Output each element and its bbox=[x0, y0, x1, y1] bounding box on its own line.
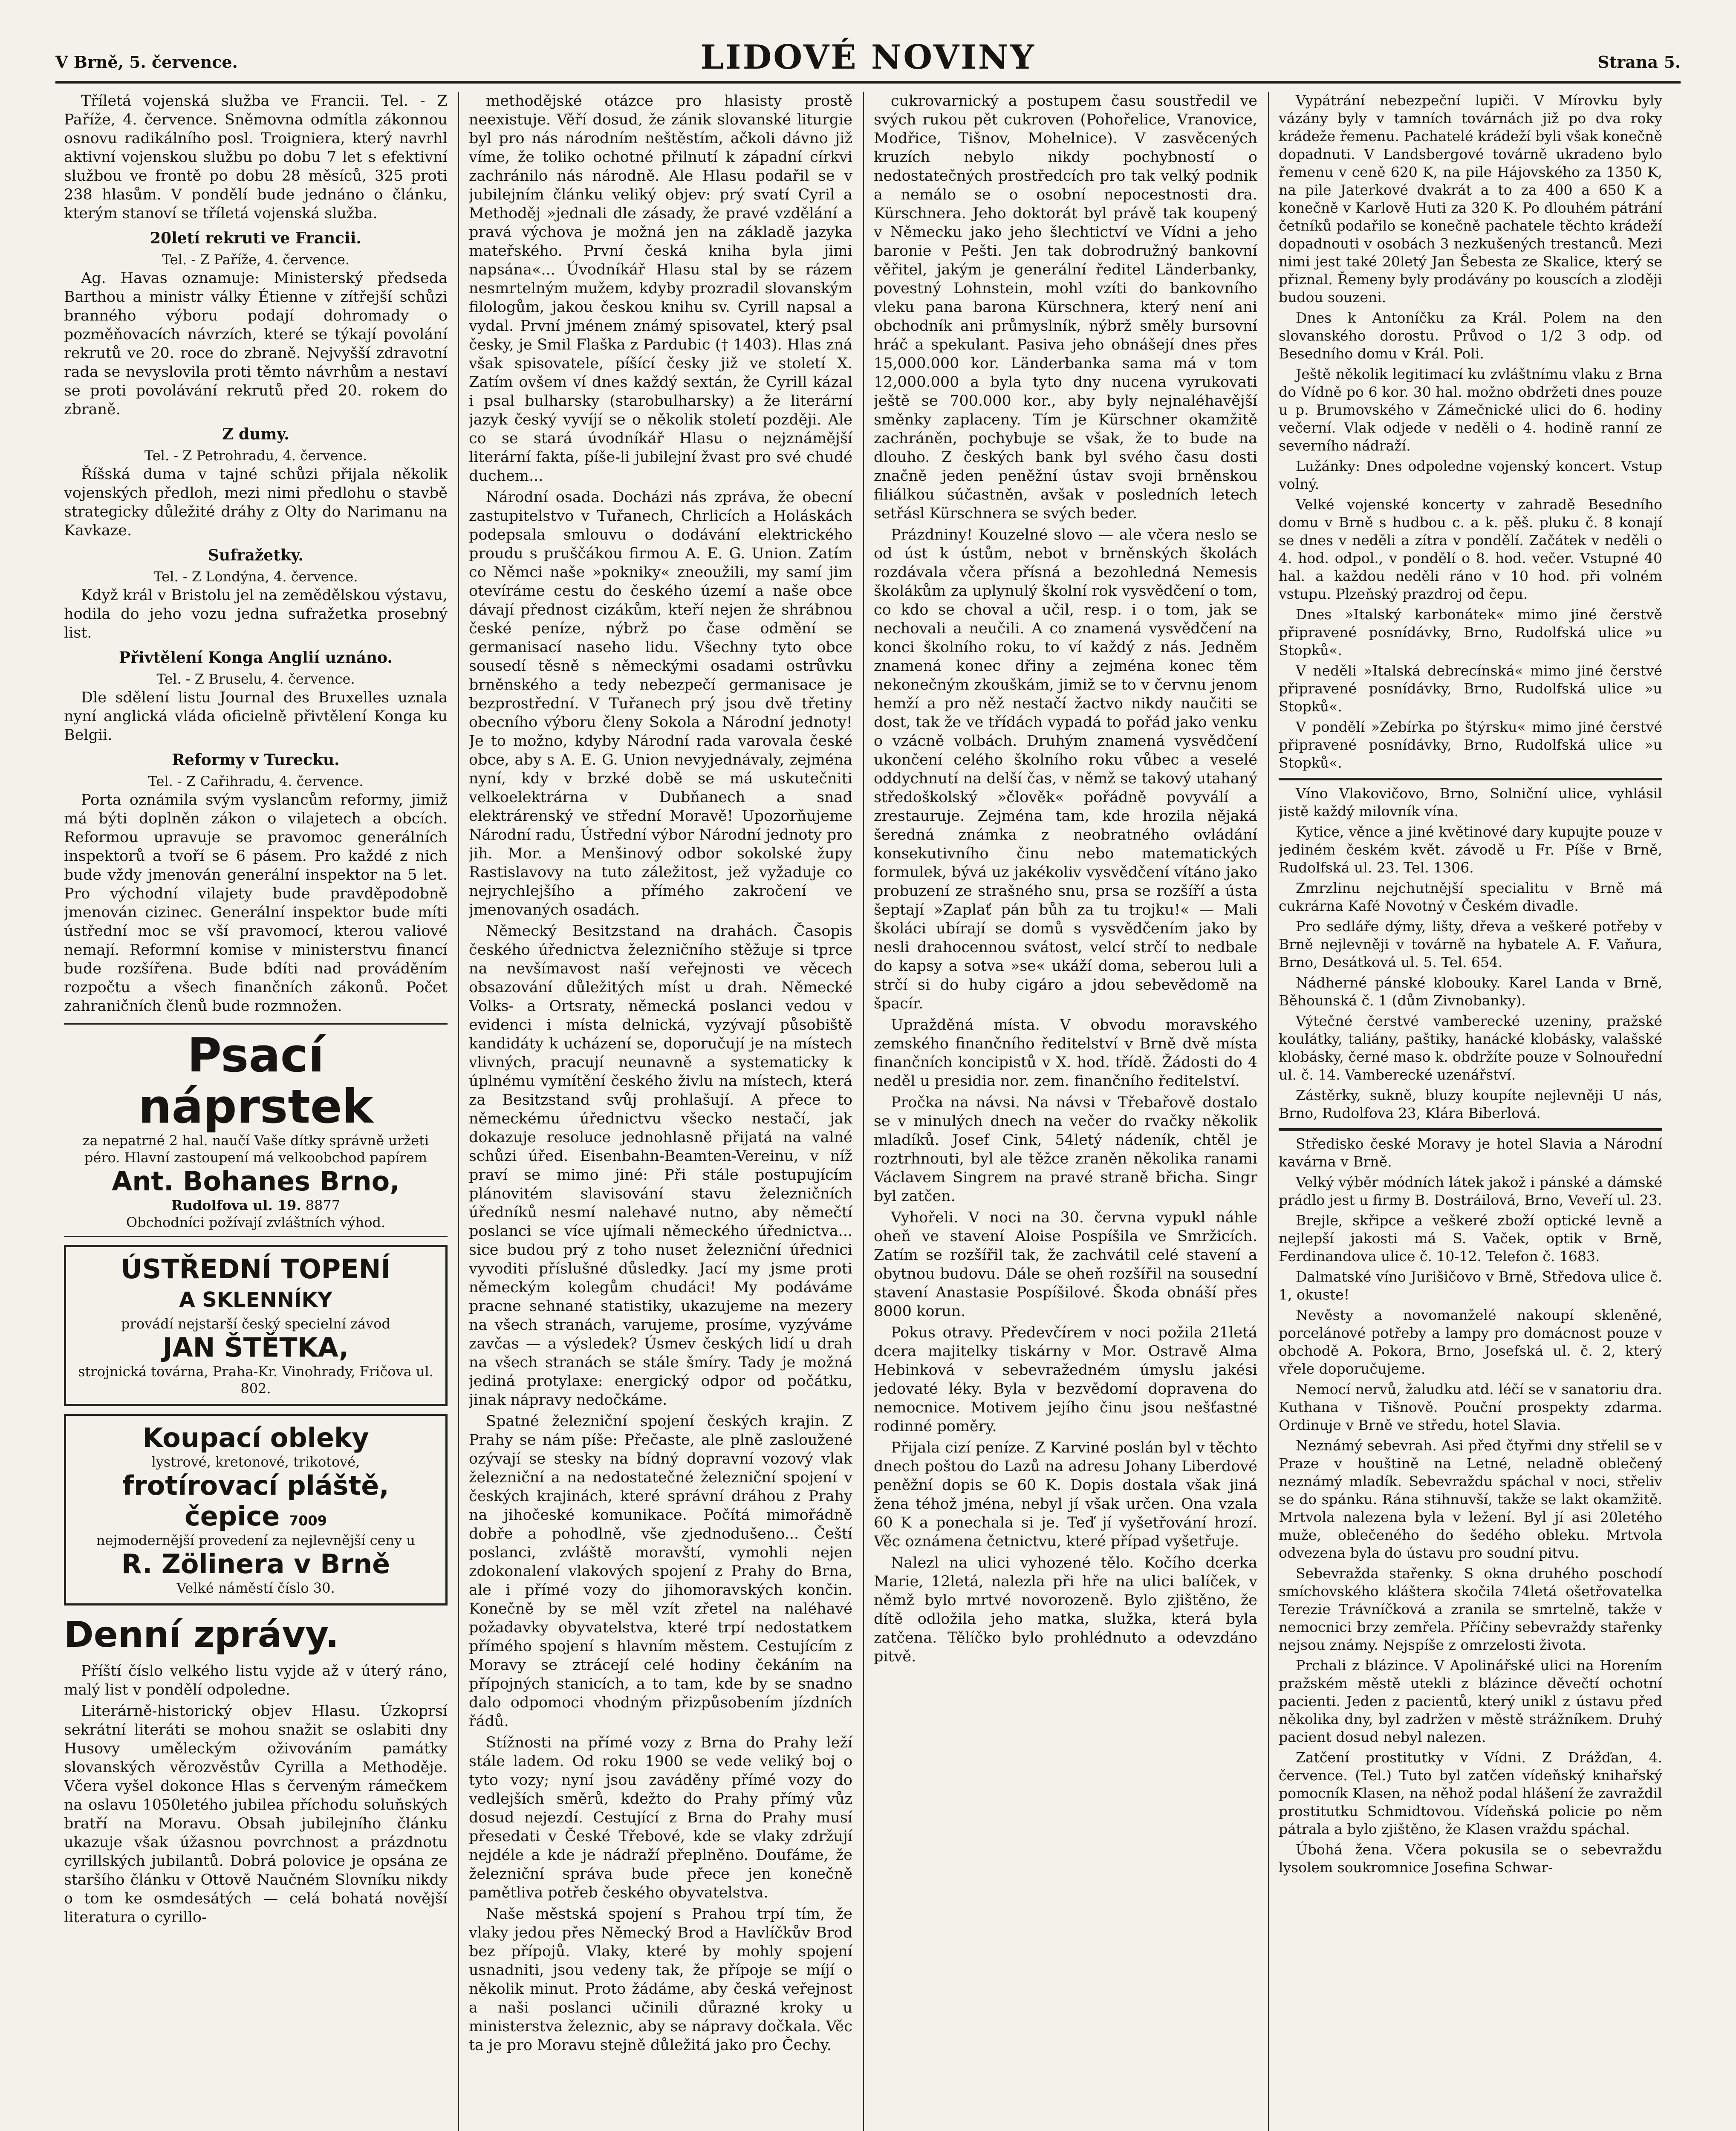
classified-ad: Nevěsty a novomanželé nakoupí skleněné, porcelánové potřeby a lampy pro domácnost pouze v obchodě A. Pokora, Brno, Josefská ul. č. 2, který vřele doporučujeme. bbox=[1279, 1307, 1662, 1377]
classified-ad: Středisko české Moravy je hotel Slavia a Národní kavárna v Brně. bbox=[1279, 1135, 1662, 1170]
column-rule bbox=[863, 92, 864, 2131]
article-paragraph: methodějské otázce pro hlasisty prostě neexistuje. Věří dosud, že zánik slovanské liturgie byl pro nás národním neštěstím, ačkoli dávno již víme, že toliko ochotné přilnutí k západní církvi zachránilo nás národně. Ale Hlasu podařil se v jubilejním článku veliký objev: prý svatí Cyril a Methoděj »jednali dle zásady, že pravé vzdělání a pravá výchova je možná jen na základě jazyka mateřského. První česká kniha byla jimi napsána«... Úvodníkář Hlasu stal by se rázem nesmrtelným mužem, kdyby prozradil slovanským filologům, jakou českou knihu sv. Cyrill napsal a vydal. První jménem známý spisovatel, který psal česky, je Smil Flaška z Pardubic († 1403). Hlas zná však spisovatele, píšící česky již ve století X. Zatím ovšem ví dnes každý sextán, že Cyrill kázal i psal bulharsky (starobulharsky) a že literární jazyk český vyvíjí se o několik století později. Ale co se stará úvodníkář Hlasu o nejznámější literární fakta, píše-li jubilejní žvast pro své chudé duchem... bbox=[469, 92, 852, 485]
article-paragraph: cukrovarnický a postupem času soustředil ve svých rukou pět cukroven (Pohořelice, Vranovice, Modřice, Tišnov, Mohelnice). V zasvěcených kruzích nebylo nikdy pochybností o nedostatečných prostředcích pro tak velký podnik a nemálo se o osobní nepocestnosti dra. Kürschnera. Jeho doktorát byl právě tak koupený v Německu jako jeho šlechtictví ve Vídni a jeho baronie v Pešti. Jen tak dobrodružný bankovní věřitel, jakým je generální ředitel Länderbanky, povestný Lohnstein, mohl vzíti do bankovního vleku pana barona Kürschnera, který není ani obchodník ani průmyslník, nýbrž směly bursovní hráč a spekulant. Pasiva jeho obnášejí dnes přes 15,000.000 kor. Länderbanka sama má v tom 12,000.000 a byla tyto dny nucena vyrukovati ještě se 700.000 kor., aby byly nejnaléhavější směnky zaplaceny. Tím je Kürschner okamžitě zachráněn, pochybuje se však, že to bude na dlouho. Z českých bank byl svého času dosti značně jeden peněžní ústav svoji brněnskou filiálkou súčastněn, avšak v posledních letech setřásl Kürschnera se svých beder. bbox=[874, 92, 1257, 522]
page-number: Strana 5. bbox=[1597, 52, 1681, 72]
article-paragraph: Německý Besitzstand na drahách. Časopis českého úřednictva železničního stěžuje si tprce na nevšímavost naší veřejnosti ve věcech obsazování důležitých míst u drah. Německé Volks- a Ortsraty, německá poslanci vedou v evidenci i místa delnická, vyzývají působiště kandidáty k ucházení se, doporučují je na místech vlivných, pracují neunavně a systematicky k úplnému vymítění českého živlu na místech, která za Besitzstand svůj prohlašují. A přece to německému úřednictvu všecko nestačí, jak dokazuje resoluce jednohlasně přijatá na valné schůzi úřed. Eisenbahn-Beamten-Vereinu, v níž praví se mimo jiné: Při stále postupujícím plánovitém slavisování stavu železničních úředníků nesmí nalehavé nutno, aby němečtí poslanci se více ujímali německého úřednictva... sice budou prý z toho nuset železniční úřednici vyvoditi příslušné důsledky. Jací my jsme proti německým kolegům chudáci! My podáváme pracne sehnané statistiky, ukazujeme na mezery na všech stranách, varujeme, prosíme, vyzýváme zavčas — a výsledek? Úsmev českých lidí u drah na všech stranách se stále šmíry. Tady je možná jediná protylaxe: energický odpor od počátku, jinak nápravy nedočkáme. bbox=[469, 923, 852, 1409]
article-paragraph: V pondělí »Zebírka po štýrsku« mimo jiné čerstvé připravené posnídávky, Brno, Rudolfská ulice »u Stopků«. bbox=[1279, 719, 1662, 771]
advertisement-topeni bbox=[64, 1245, 448, 1406]
ad-firm: JAN ŠTĚTKA, bbox=[162, 1332, 349, 1363]
article-paragraph: Dnes »Italský karbonátek« mimo jiné čerstvě připravené posnídávky, Brno, Rudolfská ulice »u Stopků«. bbox=[1279, 606, 1662, 658]
ad-text: za nepatrné 2 hal. naučí Vaše dítky správně uržeti péro. Hlavní zastoupení má velkoobchod papírem bbox=[82, 1132, 429, 1166]
article-paragraph: Upražděná místa. V obvodu moravského zemského finančního ředitelství v Brně dvě místa finančních koncipistů v X. hod. třídě. Žádosti do 4 neděl u presidia nor. zem. finančního ředitelství. bbox=[874, 1016, 1257, 1090]
article-paragraph: V neděli »Italská debrecínská« mimo jiné čerstvé připravené posnídávky, Brno, Rudolfská ulice »u Stopků«. bbox=[1279, 662, 1662, 715]
article-paragraph: Přijala cizí peníze. Z Karviné poslán byl v těchto dnech poštou do Lazů na adresu Johany Liberdové peněžní dopis se 60 K. Dopis dostala však jiná žena téhož jména, nebyl jí však určen. Ona vzala 60 K a ponechala si je. Teď jí vyšetřování hrozí. Věc oznámena četnictvu, které případ vyšetřuje. bbox=[874, 1439, 1257, 1550]
classified-ad: Pro sedláře dýmy, lišty, dřeva a veškeré potřeby v Brně nejlevněji v továrně na hybatele A. F. Vaňura, Brno, Desátková ul. 5. Tel. 654. bbox=[1279, 918, 1662, 970]
ad-address: Velké náměstí číslo 30. bbox=[176, 1580, 335, 1596]
section-divider bbox=[1279, 1128, 1662, 1131]
article-heading: Sufražetky. bbox=[208, 546, 304, 564]
classified-ad: Výtečné čerstvé vamberecké uzeniny, pražské koulátky, taliány, paštiky, hanácké klobásky, valašské klobásky, černé maso k. obdržíte pouze v Solnouřední ul. č. 14. Vamberecké uzenářství. bbox=[1279, 1013, 1662, 1083]
article-paragraph: Neznámý sebevrah. Asi před čtyřmi dny střelil se v Praze v houštině na Letné, neladně oblečený neznámý mladík. Sebevraždu spáchal v noci, střeliv se do spánku. Rána stihnuvší, takže se lakt okamžitě. Mrtvola nalezena byla v ležení. Byl jí asi 20letého muže, oblečeného do šedého obleku. Mrtvola odvezena byla do ústavu pro soudní pitvu. bbox=[1279, 1437, 1662, 1561]
ad-address: strojnická továrna, Praha-Kr. Vinohrady, Fričova ul. 802. bbox=[78, 1363, 433, 1397]
classified-ad: Velký výběr módních látek jakož i pánské a dámské prádlo jest u firmy B. Dostráilová, Brno, Veveří ul. 23. bbox=[1279, 1174, 1662, 1208]
column-rule bbox=[1268, 92, 1269, 2131]
classified-ad: Dalmatské víno Jurišičovo v Brně, Středova ulice č. 1, okuste! bbox=[1279, 1268, 1662, 1303]
article-paragraph: Dle sdělení listu Journal des Bruxelles uznala nyní anglická vláda oficielně přivtělení Konga ku Belgii. bbox=[64, 689, 448, 744]
article-paragraph: Vypátrání nebezpeční lupiči. V Mírovku byly vázány byly v tamních továrnách již po dva roky krádeže řemenu. Pachatelé krádeží byli však konečně dopadnuti. V Landsbergové továrně ukradeno bylo řemenu v ceně 620 K, na pile Hájovského za 1350 K, na pile Jaterkové dvakrát a to za 400 a 650 K a konečně v Karlově Huti za 320 K. Po dlouhém pátrání četníků podařilo se konečně pachatele těchto krádeží dopadnouti v osobách 3 nezkušených trestanců. Mezi nimi jest také 20letý Jan Šebesta ze Skalice, který se přiznal. Řemeny byly prodávány po kouscích a zloději budou souzeni. bbox=[1279, 92, 1662, 306]
classified-ad: Nemocí nervů, žaludku atd. léčí se v sanatoriu dra. Kuthana v Tišnově. Pouční prospekty zdarma. Ordinuje v Brně ve středu, hotel Slavia. bbox=[1279, 1381, 1662, 1433]
classified-ad: Brejle, skřipce a veškeré zboží optické levně a nejlepší jakosti má S. Vaček, optik v Brně, Ferdinandova ulice č. 10-12. Telefon č. 1683. bbox=[1279, 1212, 1662, 1265]
article-heading: Reformy v Turecku. bbox=[172, 751, 340, 769]
notice: Příští číslo velkého listu vyjde až v úterý ráno, malý list v pondělí odpoledne. bbox=[64, 1663, 448, 1698]
column-1 bbox=[64, 92, 448, 2131]
issue-date: V Brně, 5. července. bbox=[55, 52, 238, 72]
newspaper-title: LIDOVÉ NOVINY bbox=[700, 38, 1036, 77]
article-heading: Z dumy. bbox=[222, 425, 289, 443]
ad-subtitle: A SKLENNÍKY bbox=[179, 1288, 332, 1312]
article-paragraph: Zatčení prostitutky v Vídni. Z Drážďan, 4. července. (Tel.) Tuto byl zatčen vídeňský knihařský pomocník Klasen, na něhož podal hlášení že zavraždil prostitutku Schmidtovou. Vídeňská policie po něm pátrala a bylo zjištěno, že Klasen vraždu spáchal. bbox=[1279, 1749, 1662, 1837]
article-paragraph: Stížnosti na přímé vozy z Brna do Prahy leží stále ladem. Od roku 1900 se vede veliký boj o tyto vozy; nyní jsou zaváděny přímé vozy do vedlejších směrů, kdežto do Prahy přímý vůz dosud nejezdí. Cestující z Brna do Prahy musí přesedati v České Třebové, kde se vlaky zdržují nejdéle a kde je nádraží přeplněno. Doufáme, že železniční správa bude přece jen konečně pamětliva potřeb českého obyvatelstva. bbox=[469, 1734, 852, 1901]
dateline: Tel. - Z Petrohradu, 4. července. bbox=[144, 448, 367, 464]
ad-title: čepice bbox=[185, 1501, 280, 1532]
ad-address: Rudolfova ul. 19. bbox=[171, 1197, 301, 1213]
ad-firm: Ant. Bohanes Brno, bbox=[112, 1166, 400, 1197]
dateline: Tel. - Z Bruselu, 4. července. bbox=[156, 671, 355, 687]
article-paragraph: Spatné železniční spojení českých krajin. Z Prahy se nám píše: Přečaste, ale plně zasloužené ozývají se stesky na bídný dopravní vozový vlak železniční a na nedostatečné železniční spojení v českých krajinách, které správní dráhou z Prahy na jihočeské komunikace. Počítá mimořádně dobře a pohodlně, vše zjednodušeno... Čeští poslanci, zvláště moravští, vymohli nejen zdokonalení vlakových spojení z Prahy do Brna, ale i přímé vozy do jihomoravských končin. Konečně by se měl vzít zřetel na naléhavé požadavky obyvatelstva, které trpí nedostatkem přímého spojení s hlavním městem. Cestujícím z Moravy se ztrácejí celé hodiny čekáním na přípojných stanicích, a to tam, kde by se snadno dalo odpomoci vhodným přizpůsobením jízdních řádů. bbox=[469, 1413, 852, 1730]
article-heading: Přivtělení Konga Anglií uznáno. bbox=[119, 649, 393, 667]
article-paragraph: Ag. Havas oznamuje: Ministerský předseda Barthou a ministr války Étienne v zítřejší schůzi branného výboru podají dohromady o pozměňovacích návrzích, které se týkají povolání rekrutů ve 20. roce do zbraně. Nejvyšší zdravotní rada se nevyslovila proti těmto návrhům a nestaví se proti povolávání rekrutů před 20. rokem do zbraně. bbox=[64, 270, 448, 418]
section-heading: Denní zprávy. bbox=[64, 1614, 339, 1655]
article-paragraph: Velké vojenské koncerty v zahradě Besedního domu v Brně s hudbou c. a k. pěš. pluku č. 8 konají se dnes v neděli a zítra v pondělí. Začátek v neděli o 4. hod. odpol., v pondělí o 8. hod. večer. Vstupné 40 hal. a každou neděli ráno v 10 hod. při volném vstupu. Plzeňský prazdroj od čepu. bbox=[1279, 496, 1662, 602]
section-divider bbox=[1279, 778, 1662, 780]
ad-title: Koupací obleky bbox=[142, 1422, 369, 1453]
ad-text: provádí nejstarší český specielní závod bbox=[121, 1316, 390, 1332]
classified-ad: Zástěrky, sukně, bluzy koupíte nejlevněji U nás, Brno, Rudolfova 23, Klára Biberlová. bbox=[1279, 1087, 1662, 1121]
article-paragraph: Úbohá žena. Včera pokusila se o sebevraždu lysolem soukromnice Josefina Schwar- bbox=[1279, 1841, 1662, 1876]
classified-ad: Kytice, věnce a jiné květinové dary kupujte pouze v jediném českém květ. závodě u Fr. Píše v Brně, Rudolfská ul. 23. Tel. 1306. bbox=[1279, 823, 1662, 876]
article-paragraph: Prchali z blázince. V Apolinářské ulici na Horením pražském městě utekli z blázince děvečtí ochotní pacienti. Jeden z pacientů, který unikl z ústavu před několika dny, byl zadržen v městě strážníkem. Druhý pacient dosud nebyl nalezen. bbox=[1279, 1657, 1662, 1745]
article-heading: 20letí rekruti ve Francii. bbox=[150, 229, 361, 247]
article-paragraph: Nalezl na ulici vyhozené tělo. Kočího dcerka Marie, 12letá, nalezla při hře na ulici balíček, v němž bylo mrtvé novorozeně. Bylo zjištěno, že dítě odložila jeho matka, služka, která byla zatčena. Tělíčko bylo prohlédnuto a odevzdáno pitvě. bbox=[874, 1554, 1257, 1665]
article-paragraph: Lužánky: Dnes odpoledne vojenský koncert. Vstup volný. bbox=[1279, 458, 1662, 492]
article-paragraph: Vyhořeli. V noci na 30. června vypukl náhle oheň ve stavení Aloise Pospíšila ve Smržicích. Zatím se rozšířil tak, že zachvátil celé stavení a obytnou budovu. Dále se oheň rozšířil na sousední stavení Anastasie Pospíšilové. Škoda obnáší přes 8000 korun. bbox=[874, 1209, 1257, 1320]
article-paragraph: Tříletá vojenská služba ve Francii. Tel. - Z Paříže, 4. července. Sněmovna odmítla zákonnou osnovu radikálního posl. Troigniera, který navrhl aktivní vojenskou službu po dobu 7 let s efektivní službou ve frontě po dobu 28 měsíců, 325 proti 238 hlasům. V pondělí bude jednáno o článku, kterým stanoví se tříletá vojenská služba. bbox=[64, 92, 448, 222]
article-paragraph: Když král v Bristolu jel na zemědělskou výstavu, hodila do jeho vozu jedna sufražetka prosebný list. bbox=[64, 587, 448, 641]
masthead bbox=[55, 17, 1681, 84]
article-paragraph: Pročka na návsi. Na návsi v Třebařově dostalo se v minulých dnech na večer do rvačky několik mladíků. Josef Cink, 54letý nádeník, chtěl je roztrhnouti, byl ale těžce zraněn několika ranami Václavem Singrem na pravé straně břicha. Singr byl zatčen. bbox=[874, 1094, 1257, 1205]
ad-text: nejmodernější provedení za nejlevnější ceny u bbox=[96, 1532, 416, 1548]
advertisement-napstek bbox=[64, 1023, 448, 1237]
article-paragraph: Naše městská spojení s Prahou trpí tím, že vlaky jedou přes Německý Brod a Havlíčkův Brod bez přípojů. Vlaky, které by mohly spojení usnadniti, jsou vedeny tak, že přípoje se míjí o několik minut. Proto žádáme, aby česká veřejnost a naši poslanci učinili důrazné kroky u ministerstva železnic, aby se nápravy dočkala. Věc ta je pro Moravu stejně důležitá jako pro Čechy. bbox=[469, 1906, 852, 2054]
article-paragraph: Říšská duma v tajné schůzi přijala několik vojenských předloh, mezi nimi předlohu o stavbě strategicky důležité dráhy z Olty do Narimanu na Kavkaze. bbox=[64, 466, 448, 539]
article-paragraph: Dnes k Antoníčku za Král. Polem na den slovanského dorostu. Průvod o 1/2 3 odp. od Besedního domu v Král. Poli. bbox=[1279, 309, 1662, 362]
ad-note: Obchodníci požívají zvláštních výhod. bbox=[126, 1214, 386, 1230]
ad-title: frotírovací pláště, bbox=[122, 1470, 389, 1501]
ad-title: ÚSTŘEDNÍ TOPENÍ bbox=[121, 1253, 391, 1285]
dateline: Tel. - Z Londýna, 4. července. bbox=[153, 569, 358, 585]
article-paragraph: Porta oznámila svým vyslancům reformy, jimiž má býti doplněn zákon o vilajetech a obcích. Reformou upravuje se pravomoc generálních inspektorů a tvoří se 6 pásem. Pro každé z nich bude vždy jmenován generální inspektor na 5 let. Pro východní vilajety bude pravděpodobně jmenován cizinec. Generální inspektor bude míti ústřední moc se vší pravomocí, kterou valiové nemají. Reformní komise v ministerstvu financí bude rozšířena. Bude bdíti nad prováděním rozpočtu a všech finančních zákonů. Počet zahraničních členů bude rozmnožen. bbox=[64, 791, 448, 1015]
column-3 bbox=[874, 92, 1257, 2131]
article-paragraph: Literárně-historický objev Hlasu. Úzkoprsí sekrátní literáti se mohou snažit se oslabiti dny Husovy uměleckým oživováním památky slovanských věrozvěstův Cyrilla a Methoděje. Včera vyšel dokonce Hlas s červeným rámečkem na oslavu 1050letého jubilea příchodu soluňských bratří na Moravu. Obsah jubilejního článku ukazuje však úžasnou povrchnost a prázdnotu cyrillských jubilantů. Dobrá polovice je opsána ze staršího článku v Ottově Naučném Slovníku nikdy o tom ke osmdesátých — celá bohatá novější literatura o cyrillo- bbox=[64, 1703, 448, 1926]
classified-ad: Zmrzlinu nejchutnější specialitu v Brně má cukrárna Kafé Novotný v Českém divadle. bbox=[1279, 880, 1662, 914]
article-paragraph: Prázdniny! Kouzelné slovo — ale včera neslo se od úst k ústům, nebot v brněnských školách rozdávala včera přísná a bezohledná Nemesis školákům za uplynulý školní rok vysvědčení o tom, co kdo se choval a učil, resp. i o tom, jak se nechovali a neučili. A co znamená vysvědčení na konci školního roku, to ví každý z nás. Jedněm znamená konec dřiny a zejména konec těm nekonečným zkouškám, jimiž se to v červnu jenom hemží a pro něž nestačí žactvo nikdy naučiti se dost, tak že ve třídách vypadá to pořád jako venku o vzácně volbách. Druhým znamená vysvědčení ukončení celého školního roku vůbec a veselé oddychnutí na delší čas, v němž se takový utahaný středoškolský »člověk« pořádně povyválí a zrestauruje. Zejména tam, kde hrozila nějaká šeredná známka z neobratného ovládání konsekutivního činu nebo matematických formulek, bývá uz jakékoliv vysvědčení vítáno jako probuzení ze strašného snu, prsa se rozšíří a ústa šeptají »Zaplať pán bůh za tu trojku!« — Mali školáci ubírají se domů s vysvědčením jako by nesli drahocennou svátost, velcí strčí to nedbale do kapsy a sotva »se« ukáží doma, seberou luli a strčí si do huby cigáro a jdou sebevědomě na špacír. bbox=[874, 526, 1257, 1012]
dateline: Tel. - Z Paříže, 4. července. bbox=[162, 251, 350, 268]
classified-ad: Víno Vlakovičovo, Brno, Solniční ulice, vyhlásil jistě každý milovník vína. bbox=[1279, 785, 1662, 820]
classified-ad: Nádherné pánské klobouky. Karel Landa v Brně, Běhounská č. 1 (dům Zivnobanky). bbox=[1279, 974, 1662, 1009]
article-paragraph: Sebevražda stařenky. S okna druhého poschodí smíchovského kláštera skočila 74letá ošetřovatelka Terezie Trávníčková a zranila se smrtelně, takže v nemocnici brzy zemřela. Příčiny sebevraždy stařenky nejsou známy. Nejspíše z omrzelosti života. bbox=[1279, 1565, 1662, 1653]
ad-code: 8877 bbox=[305, 1197, 341, 1213]
ad-text: lystrové, kretonové, trikotové, bbox=[151, 1454, 360, 1470]
column-2 bbox=[469, 92, 852, 2131]
ad-code: 7009 bbox=[289, 1513, 327, 1529]
article-paragraph: Národní osada. Docházi nás zpráva, že obecní zastupitelstvo v Tuřanech, Chrlicích a Holáskách podepsala smlouvu o dodávání elektrického proudu s pruščákou firmou A. E. G. Union. Zatím co Němci naše »pokniky« zneoužili, my samí jim otevíráme cestu do českého území a naše obce dávají přednost cizákům, kteří nejen že shrábnou české peníze, nýbrž po čase odmění se germanisací naseho lidu. Všechny tyto obce sousedí těsně s německými osadami ostrůvku brněnského a tedy nebezpečí germanisace je bezprostřední. V Tuřanech prý jsou dvě třetiny obecního výboru členy Sokola a Národní jednoty! Je to možno, kdyby Národní rada varovala české obce, aby s A. E. G. Union nevyjednávaly, zejména nyní, kdy v brzké době se má uskutečniti velkoelektrárna v Dubňanech a snad elektrárenský ve střední Moravě! Upozorňujeme Národní radu, Ústřední výbor Národní jednoty pro jih. Mor. a Menšinový odbor sokolské župy Rastislavovy na tuto záležitost, jež vyžaduje co nejrychlejšího a přímého zakročení ve jmenovaných osadách. bbox=[469, 489, 852, 918]
dateline: Tel. - Z Cařihradu, 4. července. bbox=[148, 773, 364, 789]
article-paragraph: Pokus otravy. Předevčírem v noci požila 21letá dcera majitelky tiskárny v Mor. Ostravě Alma Hebinková v sebevražedném úmyslu jakési jedovaté léky. Byla v bezvědomí dopravena do nemocnice. Motivem jejího činu jsou nešťastné rodinné poměry. bbox=[874, 1324, 1257, 1435]
column-4 bbox=[1279, 92, 1662, 2131]
ad-firm: R. Zölinera v Brně bbox=[121, 1548, 390, 1579]
column-rule bbox=[458, 92, 459, 2131]
article-paragraph: Ještě několik legitimací ku zvláštnímu vlaku z Brna do Vídně po 6 kor. 30 hal. možno obdržeti dnes pouze u p. Brumovského v Zámečnické ulici do 6. hodiny večerní. Vlak odjede v neděli o 4. hodině ranní ze severního nádraží. bbox=[1279, 366, 1662, 454]
advertisement-obleky bbox=[64, 1414, 448, 1605]
ad-title: Psací náprstek bbox=[138, 1028, 373, 1134]
